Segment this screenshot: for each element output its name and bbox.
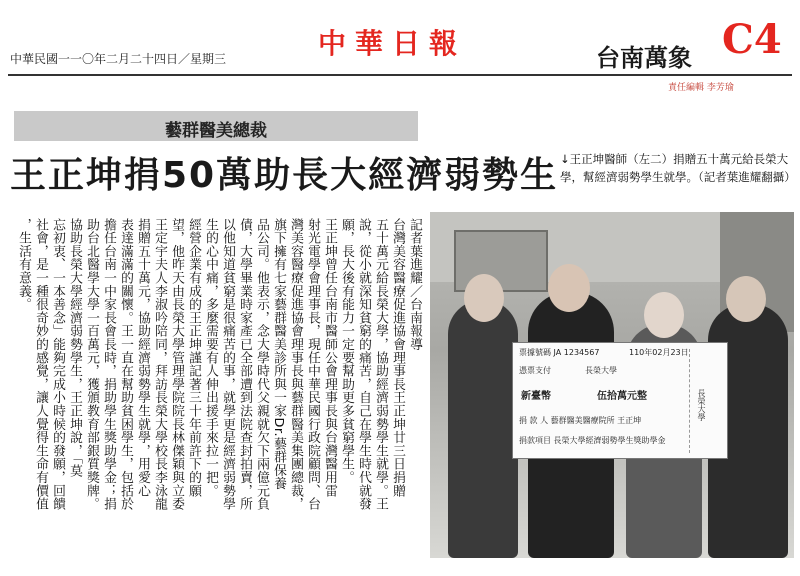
issue-date: 中華民國一一〇年二月二十四日／星期三	[10, 52, 227, 66]
body-column: 表達滿滿的關懷。王一直在幫助貧困學生，包括於	[118, 218, 133, 511]
body-column: 經營企業有成的王正坤謹記著三十年前許下的願	[186, 218, 201, 498]
check-date: 110年02月23日	[629, 348, 689, 357]
page-code: C4	[722, 16, 782, 63]
header-divider	[8, 74, 792, 76]
body-column: 說，從小就深知貧窮的痛苦，自己在學生時代就發	[356, 218, 371, 511]
body-column: 旗下擁有七家藝群醫美診所與一家Dr.藝群保養	[271, 218, 286, 491]
person-woman-silhouette	[448, 300, 518, 558]
body-column: 記者葉進耀／台南報導	[407, 218, 422, 351]
body-column: 債，大學畢業時家產已全部遭到法院查封拍賣，所	[237, 218, 252, 511]
body-column: 捐贈五十萬元，協助經濟弱勢學生就學，用愛心	[135, 218, 150, 498]
kicker-banner	[14, 111, 418, 141]
news-photo	[430, 212, 794, 558]
kicker-text: 藝群醫美總裁	[165, 121, 267, 141]
body-column: ，生活有意義。	[16, 218, 31, 312]
body-column: 五十萬元給長榮大學，協助經濟弱勢學生就學。王	[373, 218, 388, 511]
person-face	[548, 264, 590, 312]
check-type: 憑票支付	[519, 366, 551, 375]
article-body	[10, 218, 422, 558]
check-purpose: 捐款項目 長榮大學經濟弱勢學生獎助學金	[519, 436, 666, 445]
body-column: 擔任台南一中家長會長時，捐助學生獎助學金；捐	[101, 218, 116, 511]
section-name: 台南萬象	[596, 44, 692, 72]
body-column: 助台北醫學大學一百萬元，獲頒教育部銀質獎牌。	[84, 218, 99, 511]
check-amount: 伍拾萬元整	[597, 391, 647, 402]
body-column: 以他知道貧窮是很痛苦的事，就學更是經濟弱勢學	[220, 218, 235, 511]
check-voucher-number: 票據號碼 JA 1234567	[519, 348, 600, 357]
photo-caption: ↓王正坤醫師（左二）捐贈五十萬元給長榮大學，幫經濟弱勢學生就學。（記者葉進耀翻攝）	[560, 152, 796, 184]
check-donor: 捐 款 人 藝群醫美醫療院所 王正坤	[519, 416, 642, 425]
body-column: 射光電學會理事長，現任中華民國行政院顧問、台	[305, 218, 320, 511]
body-column: 忘初衷、一本善念」能夠完成小時候的發願，回饋	[50, 218, 65, 511]
donation-check-board	[512, 342, 728, 459]
body-column: 王正坤曾任台南市醫師公會理事長與台灣醫用雷	[322, 218, 337, 498]
newspaper-masthead: 中華日報	[318, 27, 467, 60]
check-stub	[689, 349, 724, 453]
body-column: 灣美容醫療促進協會理事長與藝群醫美集團總裁，	[288, 218, 303, 511]
person-face	[464, 274, 504, 322]
headline: 王正坤捐50萬助長大經濟弱勢生	[10, 155, 559, 196]
body-column: 品公司。他表示，念大學時代父親就欠下兩億元負	[254, 218, 269, 511]
body-column: 台灣美容醫療促進協會理事長王正坤廿三日捐贈	[390, 218, 405, 498]
body-column: 望，他昨天由長榮大學管理學院院長林傑穎與立委	[169, 218, 184, 511]
editor-credit: 責任編輯 李芳瑜	[668, 83, 734, 93]
check-currency: 新臺幣	[521, 391, 551, 402]
body-column: 生的心中痛，多麼需要有人伸出援手來拉一把。	[203, 218, 218, 498]
person-face	[644, 292, 684, 338]
check-seal-text: 長榮大學	[697, 389, 706, 421]
body-column: 王定宇夫人李淑吟陪同，拜訪長榮大學校長李泳龍	[152, 218, 167, 511]
body-column: 協助長榮大學經濟弱勢學生，王正坤說，「莫	[67, 218, 82, 478]
body-column: 願，長大後有能力一定要幫助更多貧窮學生。	[339, 218, 354, 484]
body-column: 社會，是一種很奇妙的感覺，讓人覺得生命有價值	[33, 218, 48, 511]
check-payee: 長榮大學	[585, 366, 617, 375]
person-face	[726, 276, 766, 322]
